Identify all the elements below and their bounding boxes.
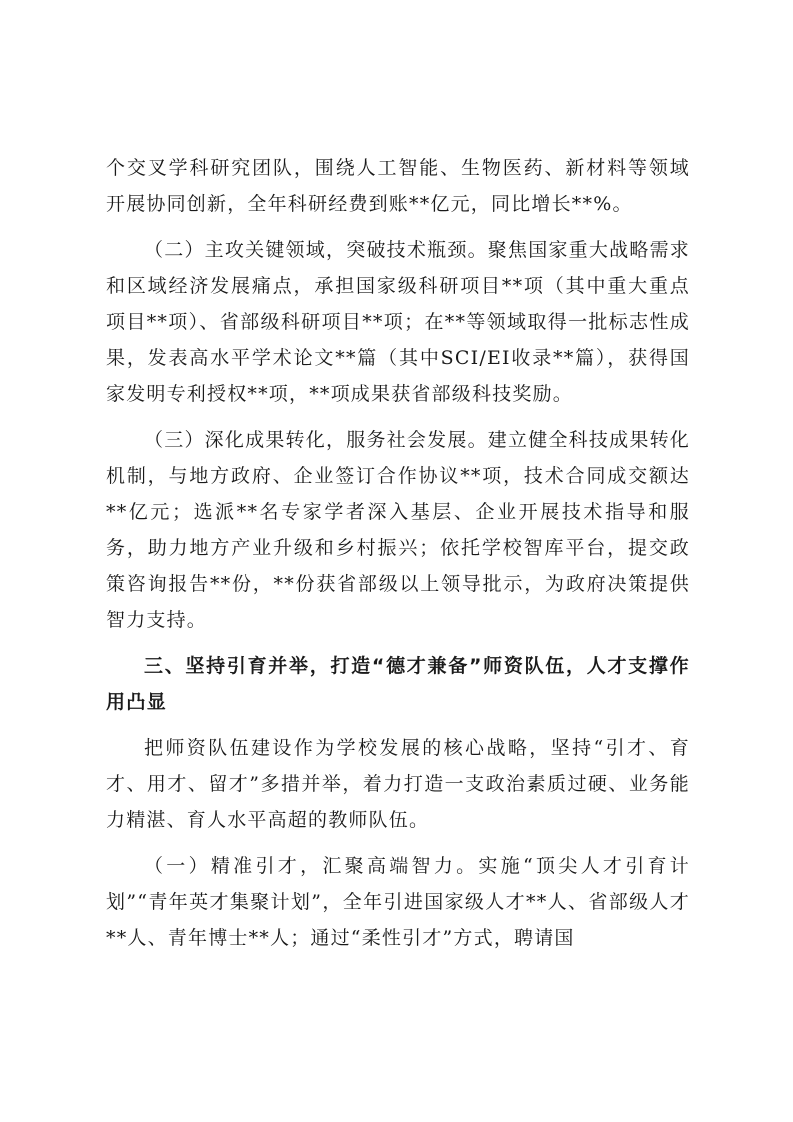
paragraph-faculty-strategy: 把师资队伍建设作为学校发展的核心战略，坚持“引才、育才、用才、留才”多措并举，着力打造一支政治素质过硬、业务能力精湛、育人水平高超的教师队伍。 (106, 737, 690, 831)
paragraph-achievement-transfer: （三）深化成果转化，服务社会发展。建立健全科技成果转化机制，与地方政府、企业签订合作协议**项，技术合同成交额达**亿元；选派**名专家学者深入基层、企业开展技术指导和服务，助力地方产业升级和乡村振兴；依托学校智库平台，提交政策咨询报告**份，**份获省部级以上领导批示，为政府决策提供智力支持。 (106, 429, 690, 631)
paragraph-talent-recruitment: （一）精准引才，汇聚高端智力。实施“顶尖人才引育计划”“青年英才集聚计划”，全年引进国家级人才**人、省部级人才**人、青年博士**人；通过“柔性引才”方式，聘请国 (106, 855, 690, 949)
section-heading-faculty: 三、坚持引育并举，打造“德才兼备”师资队伍，人才支撑作用凸显 (106, 655, 690, 713)
paragraph-key-fields: （二）主攻关键领域，突破技术瓶颈。聚焦国家重大战略需求和区域经济发展痛点，承担国家级科研项目**项（其中重大重点项目**项）、省部级科研项目**项；在**等领域取得一批标志性成果，发表高水平学术论文**篇（其中SCI/EI收录**篇），获得国家发明专利授权**项，**项成果获省部级科技奖励。 (106, 239, 690, 405)
paragraph-continuation-research-teams: 个交叉学科研究团队，围绕人工智能、生物医药、新材料等领域开展协同创新，全年科研经费到账**亿元，同比增长**%。 (106, 157, 690, 215)
document-body (106, 150, 690, 966)
